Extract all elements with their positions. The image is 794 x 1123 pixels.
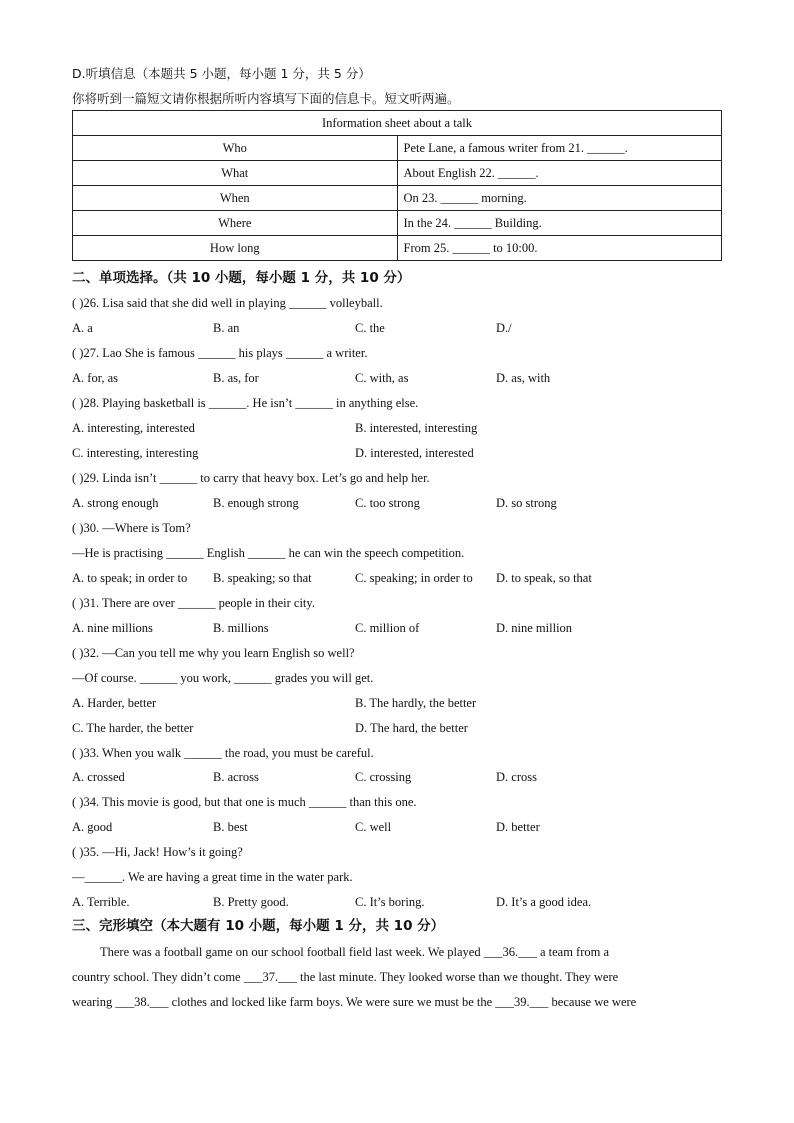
- row-label: When: [73, 186, 398, 211]
- option-c: C. well: [355, 820, 392, 834]
- option-a: A. good: [72, 820, 113, 834]
- table-row: [73, 161, 722, 186]
- option-d: D. so strong: [496, 496, 557, 510]
- option-b: B. speaking; so that: [213, 571, 312, 585]
- option-a: A. Harder, better: [72, 696, 157, 710]
- question-stem: ( )31. There are over ______ people in their city.: [72, 596, 315, 610]
- row-value: On 23. ______ morning.: [397, 186, 722, 211]
- option-b: B. Pretty good.: [213, 895, 289, 909]
- option-d: D. It’s a good idea.: [496, 895, 592, 909]
- option-b: B. The hardly, the better: [355, 696, 477, 710]
- option-c: C. It’s boring.: [355, 895, 425, 909]
- option-d: D. interested, interested: [355, 446, 474, 460]
- question-stem: ( )33. When you walk ______ the road, you must be careful.: [72, 746, 374, 760]
- option-a: A. for, as: [72, 371, 119, 385]
- option-c: C. the: [355, 321, 385, 335]
- row-value: In the 24. ______ Building.: [397, 211, 722, 236]
- table-row: [73, 211, 722, 236]
- question-dialogue: —______. We are having a great time in the water park.: [72, 870, 353, 884]
- row-value: Pete Lane, a famous writer from 21. ______.: [397, 136, 722, 161]
- question-stem: ( )35. —Hi, Jack! How’s it going?: [72, 845, 243, 859]
- option-a: A. to speak; in order to: [72, 571, 188, 585]
- option-d: D. as, with: [496, 371, 551, 385]
- question-dialogue: —He is practising ______ English ______ he can win the speech competition.: [72, 546, 465, 560]
- information-sheet-table: [72, 110, 722, 261]
- option-b: B. an: [213, 321, 240, 335]
- option-d: D./: [496, 321, 512, 335]
- option-a: A. Terrible.: [72, 895, 130, 909]
- option-d: D. cross: [496, 770, 537, 784]
- section-2-title: 二、单项选择。（共 10 小题，每小题 1 分，共 10 分）: [72, 270, 411, 286]
- row-value: From 25. ______ to 10:00.: [397, 236, 722, 261]
- section-3-title: 三、完形填空（本大题有 10 小题，每小题 1 分，共 10 分）: [72, 918, 445, 934]
- option-a: A. nine millions: [72, 621, 153, 635]
- option-c: C. with, as: [355, 371, 409, 385]
- option-b: B. enough strong: [213, 496, 299, 510]
- question-stem: ( )26. Lisa said that she did well in playing ______ volleyball.: [72, 296, 383, 310]
- option-c: C. too strong: [355, 496, 420, 510]
- question-stem: ( )27. Lao She is famous ______ his plays ______ a writer.: [72, 346, 368, 360]
- option-b: B. across: [213, 770, 259, 784]
- option-a: A. a: [72, 321, 93, 335]
- row-label: Where: [73, 211, 398, 236]
- table-title: Information sheet about a talk: [73, 111, 722, 136]
- option-d: D. nine million: [496, 621, 573, 635]
- option-b: B. as, for: [213, 371, 259, 385]
- option-c: C. The harder, the better: [72, 721, 194, 735]
- option-a: A. interesting, interested: [72, 421, 195, 435]
- question-stem: ( )30. —Where is Tom?: [72, 521, 191, 535]
- question-stem: ( )34. This movie is good, but that one is much ______ than this one.: [72, 795, 417, 809]
- option-c: C. interesting, interesting: [72, 446, 199, 460]
- cloze-line: There was a football game on our school football field last week. We played ___36.___ a team from a: [100, 945, 610, 959]
- option-d: D. better: [496, 820, 540, 834]
- option-b: B. interested, interesting: [355, 421, 478, 435]
- question-stem: ( )32. —Can you tell me why you learn English so well?: [72, 646, 355, 660]
- cloze-line: wearing ___38.___ clothes and locked like farm boys. We were sure we must be the ___39.___ because we were: [72, 995, 637, 1009]
- option-b: B. millions: [213, 621, 269, 635]
- option-c: C. crossing: [355, 770, 412, 784]
- option-c: C. million of: [355, 621, 420, 635]
- option-c: C. speaking; in order to: [355, 571, 473, 585]
- table-row: [73, 136, 722, 161]
- row-label: What: [73, 161, 398, 186]
- cloze-line: country school. They didn’t come ___37.___ the last minute. They looked worse than we thought. They were: [72, 970, 619, 984]
- section-d-instruction: 你将听到一篇短文请你根据所听内容填写下面的信息卡。短文听两遍。: [72, 91, 460, 106]
- question-dialogue: —Of course. ______ you work, ______ grades you will get.: [72, 671, 374, 685]
- option-a: A. crossed: [72, 770, 125, 784]
- table-row: [73, 186, 722, 211]
- option-a: A. strong enough: [72, 496, 159, 510]
- option-b: B. best: [213, 820, 248, 834]
- row-value: About English 22. ______.: [397, 161, 722, 186]
- question-stem: ( )28. Playing basketball is ______. He isn’t ______ in anything else.: [72, 396, 419, 410]
- question-stem: ( )29. Linda isn’t ______ to carry that heavy box. Let’s go and help her.: [72, 471, 430, 485]
- section-d-title: D.听填信息（本题共 5 小题，每小题 1 分，共 5 分）: [72, 66, 371, 81]
- row-label: How long: [73, 236, 398, 261]
- table-row: [73, 236, 722, 261]
- row-label: Who: [73, 136, 398, 161]
- option-d: D. to speak, so that: [496, 571, 592, 585]
- option-d: D. The hard, the better: [355, 721, 468, 735]
